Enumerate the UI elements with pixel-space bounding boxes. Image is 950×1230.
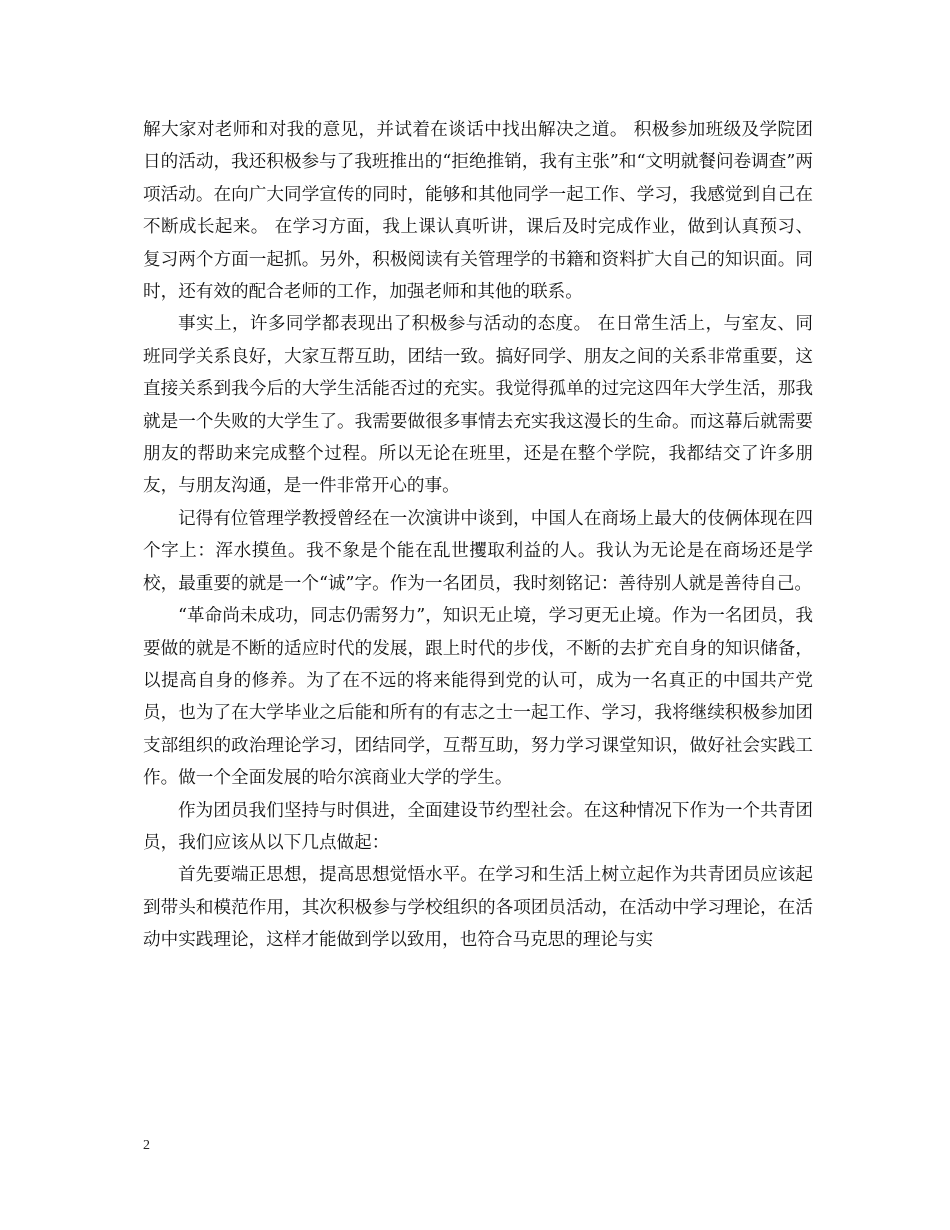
paragraph-5: 作为团员我们坚持与时俱进，全面建设节约型社会。在这种情况下作为一个共青团员，我们应该从以下几点做起： — [143, 800, 813, 853]
paragraph-6: 首先要端正思想，提高思想觉悟水平。在学习和生活上树立起作为共青团员应该起到带头和模范作用，其次积极参与学校组织的各项团员活动，在活动中学习理论，在活动中实践理论，这样才能做到学以致用，也符合马克思的理论与实 — [143, 865, 813, 951]
paragraph-4: “革命尚未成功，同志仍需努力”，知识无止境，学习更无止境。作为一名团员，我要做的就是不断的适应时代的发展，跟上时代的步伐，不断的去扩充自身的知识储备，以提高自身的修养。为了在不远的将来能得到党的认可，成为一名真正的中国共产党员，也为了在大学毕业之后能和所有的有志之士一起工作、学习，我将继续积极参加团支部组织的政治理论学习，团结同学，互帮互助，努力学习课堂知识，做好社会实践工作。做一个全面发展的哈尔滨商业大学的学生。 — [143, 606, 813, 789]
document-body — [143, 114, 813, 957]
paragraph-1: 解大家对老师和对我的意见，并试着在谈话中找出解决之道。 积极参加班级及学院团日的活动，我还积极参与了我班推出的“拒绝推销，我有主张”和“文明就餐问卷调查”两项活动。在向广大同学宣传的同时，能够和其他同学一起工作、学习，我感觉到自己在不断成长起来。 在学习方面，我上课认真听讲，课后及时完成作业，做到认真预习、复习两个方面一起抓。另外，积极阅读有关管理学的书籍和资料扩大自己的知识面。同时，还有效的配合老师的工作，加强老师和其他的联系。 — [143, 120, 813, 303]
paragraph-2: 事实上，许多同学都表现出了积极参与活动的态度。 在日常生活上，与室友、同班同学关系良好，大家互帮互助，团结一致。搞好同学、朋友之间的关系非常重要，这直接关系到我今后的大学生活能否过的充实。我觉得孤单的过完这四年大学生活，那我就是一个失败的大学生了。我需要做很多事情去充实我这漫长的生命。而这幕后就需要朋友的帮助来完成整个过程。所以无论在班里，还是在整个学院，我都结交了许多朋友，与朋友沟通，是一件非常开心的事。 — [143, 314, 813, 497]
page-number: 2 — [143, 1138, 150, 1153]
paragraph-3: 记得有位管理学教授曾经在一次演讲中谈到，中国人在商场上最大的伎俩体现在四个字上：浑水摸鱼。我不象是个能在乱世攫取利益的人。我认为无论是在商场还是学校，最重要的就是一个“诚”字。作为一名团员，我时刻铭记：善待别人就是善待自己。 — [143, 508, 813, 594]
